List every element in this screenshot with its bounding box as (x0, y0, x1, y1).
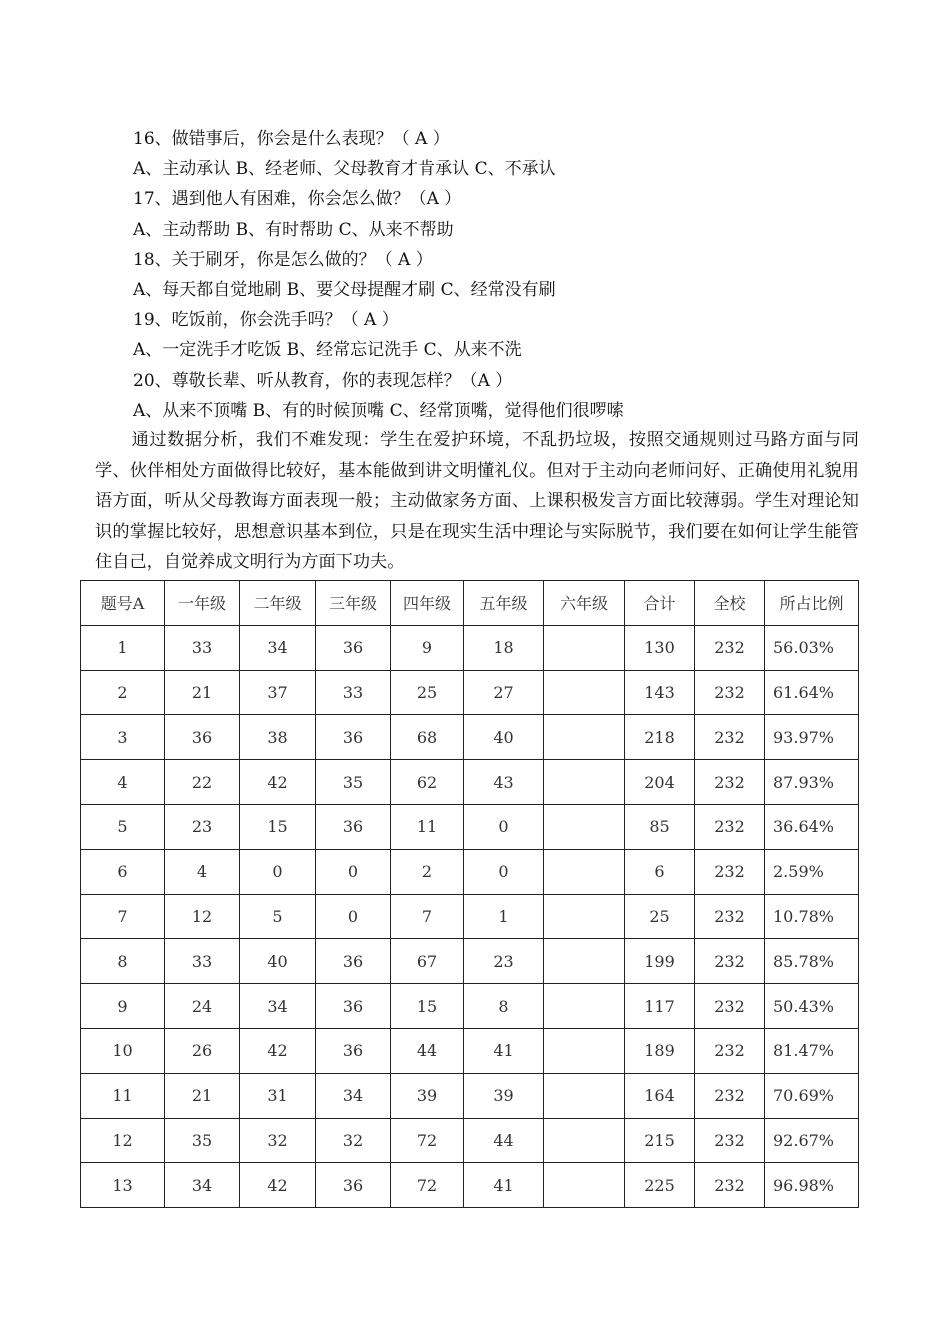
cell-grade-5: 39 (464, 1073, 544, 1118)
cell-school: 232 (695, 894, 765, 939)
cell-ratio: 96.98% (765, 1163, 859, 1208)
cell-total: 25 (625, 894, 695, 939)
table-row (81, 670, 859, 715)
cell-grade-6 (544, 894, 625, 939)
question-16: 16、做错事后，你会是什么表现？（ A ） (133, 129, 450, 149)
cell-grade-5: 44 (464, 1118, 544, 1163)
analysis-text: 通过数据分析，我们不难发现：学生在爱护环境，不乱扔垃圾，按照交通规则过马路方面与同学、伙伴相处方面做得比较好，基本能做到讲文明懂礼仪。但对于主动向老师问好、正确使用礼貌用语方面，听从父母教诲方面表现一般；主动做家务方面、上课积极发言方面比较薄弱。学生对理论知识的掌握比较好，思想意识基本到位，只是在现实生活中理论与实际脱节，我们要在如何让学生能管住自己，自觉养成文明行为方面下功夫。 (95, 430, 859, 573)
header-question-no: 题号A (81, 581, 165, 626)
question-17-options: A、主动帮助 B、有时帮助 C、从来不帮助 (133, 219, 454, 240)
cell-grade-5: 0 (464, 804, 544, 849)
cell-grade-5: 18 (464, 625, 544, 670)
header-total: 合计 (625, 581, 695, 626)
cell-grade-4: 72 (391, 1118, 464, 1163)
header-grade-2: 二年级 (240, 581, 316, 626)
cell-grade-4: 62 (391, 760, 464, 805)
cell-grade-1: 21 (165, 670, 240, 715)
cell-grade-2: 15 (240, 804, 316, 849)
cell-grade-1: 26 (165, 1028, 240, 1073)
cell-grade-2: 34 (240, 625, 316, 670)
table-row (81, 760, 859, 805)
cell-ratio: 36.64% (765, 804, 859, 849)
table-row (81, 984, 859, 1029)
cell-grade-1: 33 (165, 625, 240, 670)
cell-school: 232 (695, 760, 765, 805)
cell-grade-4: 15 (391, 984, 464, 1029)
cell-question-no: 5 (81, 804, 165, 849)
cell-school: 232 (695, 804, 765, 849)
cell-grade-1: 36 (165, 715, 240, 760)
table-row (81, 1028, 859, 1073)
cell-grade-1: 21 (165, 1073, 240, 1118)
table-row (81, 1073, 859, 1118)
cell-grade-3: 36 (316, 1028, 391, 1073)
cell-ratio: 93.97% (765, 715, 859, 760)
cell-school: 232 (695, 849, 765, 894)
cell-grade-6 (544, 804, 625, 849)
cell-grade-4: 25 (391, 670, 464, 715)
cell-grade-3: 36 (316, 804, 391, 849)
cell-grade-3: 36 (316, 625, 391, 670)
cell-grade-1: 23 (165, 804, 240, 849)
cell-question-no: 3 (81, 715, 165, 760)
cell-grade-4: 9 (391, 625, 464, 670)
cell-school: 232 (695, 984, 765, 1029)
table-row (81, 894, 859, 939)
cell-grade-4: 7 (391, 894, 464, 939)
header-school: 全校 (695, 581, 765, 626)
cell-ratio: 50.43% (765, 984, 859, 1029)
cell-grade-1: 35 (165, 1118, 240, 1163)
cell-total: 189 (625, 1028, 695, 1073)
cell-question-no: 7 (81, 894, 165, 939)
cell-grade-3: 35 (316, 760, 391, 805)
header-grade-1: 一年级 (165, 581, 240, 626)
table-header-row (81, 581, 859, 626)
cell-grade-1: 4 (165, 849, 240, 894)
cell-grade-6 (544, 760, 625, 805)
cell-grade-2: 5 (240, 894, 316, 939)
cell-question-no: 4 (81, 760, 165, 805)
cell-grade-2: 42 (240, 760, 316, 805)
cell-ratio: 61.64% (765, 670, 859, 715)
cell-grade-2: 42 (240, 1163, 316, 1208)
cell-grade-4: 39 (391, 1073, 464, 1118)
cell-grade-3: 33 (316, 670, 391, 715)
statistics-table (80, 580, 859, 1208)
cell-grade-6 (544, 984, 625, 1029)
table-body (81, 625, 859, 1207)
cell-grade-2: 38 (240, 715, 316, 760)
cell-grade-4: 67 (391, 939, 464, 984)
header-ratio: 所占比例 (765, 581, 859, 626)
cell-grade-6 (544, 715, 625, 760)
cell-grade-1: 22 (165, 760, 240, 805)
cell-grade-5: 40 (464, 715, 544, 760)
cell-grade-2: 37 (240, 670, 316, 715)
cell-total: 117 (625, 984, 695, 1029)
cell-grade-6 (544, 939, 625, 984)
cell-grade-2: 42 (240, 1028, 316, 1073)
cell-ratio: 81.47% (765, 1028, 859, 1073)
header-grade-4: 四年级 (391, 581, 464, 626)
table-row (81, 1118, 859, 1163)
cell-school: 232 (695, 1073, 765, 1118)
cell-grade-5: 41 (464, 1028, 544, 1073)
cell-school: 232 (695, 939, 765, 984)
cell-grade-1: 24 (165, 984, 240, 1029)
cell-total: 225 (625, 1163, 695, 1208)
cell-question-no: 11 (81, 1073, 165, 1118)
cell-grade-5: 8 (464, 984, 544, 1029)
cell-question-no: 9 (81, 984, 165, 1029)
cell-grade-3: 36 (316, 939, 391, 984)
question-list (133, 124, 873, 426)
cell-grade-4: 2 (391, 849, 464, 894)
cell-total: 6 (625, 849, 695, 894)
cell-grade-6 (544, 670, 625, 715)
cell-ratio: 10.78% (765, 894, 859, 939)
cell-grade-6 (544, 625, 625, 670)
cell-grade-5: 0 (464, 849, 544, 894)
cell-school: 232 (695, 1028, 765, 1073)
cell-question-no: 6 (81, 849, 165, 894)
header-grade-3: 三年级 (316, 581, 391, 626)
cell-grade-3: 36 (316, 984, 391, 1029)
cell-grade-5: 41 (464, 1163, 544, 1208)
question-16-options: A、主动承认 B、经老师、父母教育才肯承认 C、不承认 (133, 159, 556, 180)
cell-grade-5: 1 (464, 894, 544, 939)
cell-question-no: 12 (81, 1118, 165, 1163)
cell-total: 143 (625, 670, 695, 715)
cell-grade-3: 34 (316, 1073, 391, 1118)
cell-total: 130 (625, 625, 695, 670)
cell-grade-6 (544, 1163, 625, 1208)
cell-grade-3: 0 (316, 849, 391, 894)
cell-grade-6 (544, 1073, 625, 1118)
question-18-options: A、每天都自觉地刷 B、要父母提醒才刷 C、经常没有刷 (133, 279, 556, 300)
cell-grade-2: 32 (240, 1118, 316, 1163)
question-18: 18、关于刷牙，你是怎么做的？（ A ） (133, 249, 433, 270)
cell-grade-5: 27 (464, 670, 544, 715)
cell-total: 215 (625, 1118, 695, 1163)
cell-grade-3: 0 (316, 894, 391, 939)
cell-total: 199 (625, 939, 695, 984)
cell-grade-1: 33 (165, 939, 240, 984)
cell-grade-5: 43 (464, 760, 544, 805)
cell-school: 232 (695, 1118, 765, 1163)
cell-grade-5: 23 (464, 939, 544, 984)
table-row (81, 715, 859, 760)
cell-grade-3: 36 (316, 715, 391, 760)
cell-school: 232 (695, 715, 765, 760)
cell-grade-4: 44 (391, 1028, 464, 1073)
cell-question-no: 2 (81, 670, 165, 715)
cell-grade-6 (544, 1028, 625, 1073)
cell-school: 232 (695, 670, 765, 715)
header-grade-6: 六年级 (544, 581, 625, 626)
table-row (81, 1163, 859, 1208)
cell-grade-6 (544, 849, 625, 894)
cell-ratio: 92.67% (765, 1118, 859, 1163)
cell-grade-4: 68 (391, 715, 464, 760)
question-20-options: A、从来不顶嘴 B、有的时候顶嘴 C、经常顶嘴，觉得他们很啰嗦 (133, 400, 624, 421)
cell-question-no: 8 (81, 939, 165, 984)
cell-grade-3: 32 (316, 1118, 391, 1163)
cell-ratio: 85.78% (765, 939, 859, 984)
analysis-paragraph (95, 425, 859, 578)
cell-grade-1: 34 (165, 1163, 240, 1208)
cell-total: 164 (625, 1073, 695, 1118)
cell-grade-1: 12 (165, 894, 240, 939)
cell-total: 204 (625, 760, 695, 805)
question-17: 17、遇到他人有困难，你会怎么做？（A ） (133, 189, 462, 210)
question-20: 20、尊敬长辈、听从教育，你的表现怎样？（A ） (133, 370, 513, 391)
header-grade-5: 五年级 (464, 581, 544, 626)
cell-ratio: 70.69% (765, 1073, 859, 1118)
cell-total: 218 (625, 715, 695, 760)
cell-question-no: 13 (81, 1163, 165, 1208)
cell-grade-3: 36 (316, 1163, 391, 1208)
question-19: 19、吃饭前，你会洗手吗？（ A ） (133, 310, 399, 331)
cell-grade-4: 11 (391, 804, 464, 849)
cell-grade-2: 34 (240, 984, 316, 1029)
question-19-options: A、一定洗手才吃饭 B、经常忘记洗手 C、从来不洗 (133, 340, 522, 361)
cell-grade-2: 40 (240, 939, 316, 984)
table-row (81, 625, 859, 670)
cell-ratio: 87.93% (765, 760, 859, 805)
cell-ratio: 56.03% (765, 625, 859, 670)
cell-school: 232 (695, 1163, 765, 1208)
cell-grade-4: 72 (391, 1163, 464, 1208)
cell-question-no: 10 (81, 1028, 165, 1073)
cell-question-no: 1 (81, 625, 165, 670)
table-row (81, 939, 859, 984)
cell-grade-6 (544, 1118, 625, 1163)
cell-grade-2: 31 (240, 1073, 316, 1118)
cell-school: 232 (695, 625, 765, 670)
cell-grade-2: 0 (240, 849, 316, 894)
table-row (81, 849, 859, 894)
cell-total: 85 (625, 804, 695, 849)
table-row (81, 804, 859, 849)
cell-ratio: 2.59% (765, 849, 859, 894)
